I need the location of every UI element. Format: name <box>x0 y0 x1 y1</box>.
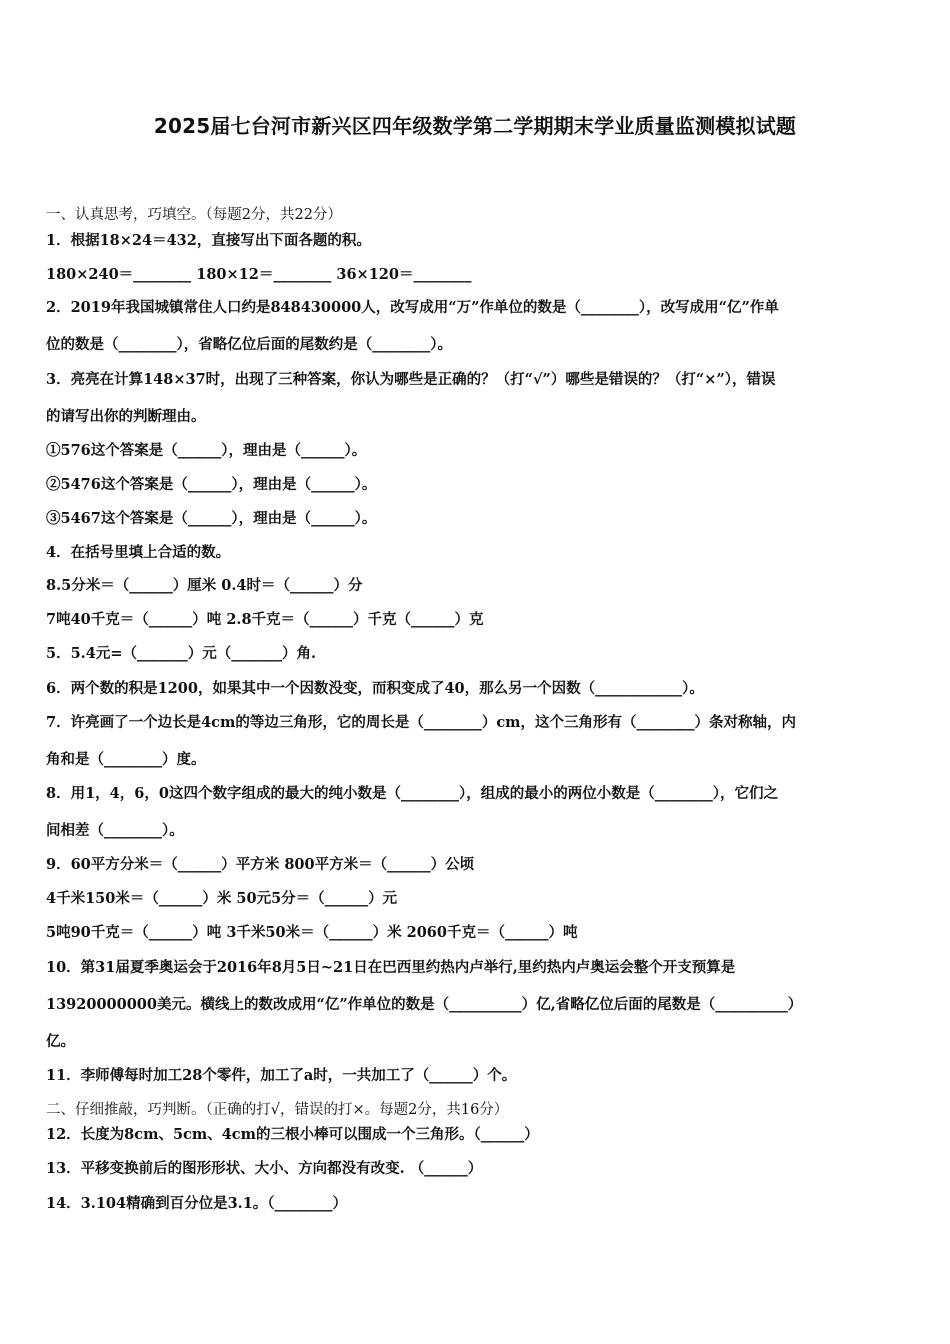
question-line: 12．长度为8cm、5cm、4cm的三根小棒可以围成一个三角形。（______） <box>46 1126 539 1143</box>
page-title: 2025届七台河市新兴区四年级数学第二学期期末学业质量监测模拟试题 <box>153 114 797 138</box>
section-heading-1: 一、认真思考，巧填空。（每题2分，共22分） <box>46 207 342 223</box>
question-line: 7吨40千克＝（______）吨 2.8千克＝（______）千克（______）克 <box>46 611 484 628</box>
question-line: 2．2019年我国城镇常住人口约是848430000人，改写成用“万”作单位的数是（________），改写成用“亿”作单 <box>46 299 779 316</box>
question-line: 4．在括号里填上合适的数。 <box>46 544 231 561</box>
question-line: ①576这个答案是（______），理由是（______）。 <box>46 442 367 459</box>
question-line: 亿。 <box>46 1033 75 1050</box>
question-line: 5．5.4元=（_______）元（_______）角. <box>46 645 317 662</box>
question-line: 13．平移变换前后的图形形状、大小、方向都没有改变. （______） <box>46 1160 483 1177</box>
question-line: 11．李师傅每时加工28个零件，加工了a时，一共加工了（______）个。 <box>46 1067 517 1084</box>
question-line: 位的数是（________），省略亿位后面的尾数约是（________）。 <box>46 336 452 353</box>
question-line: 14．3.104精确到百分位是3.1。（________） <box>46 1195 348 1212</box>
question-line: 的请写出你的判断理由。 <box>46 408 206 425</box>
question-line: 180×240＝________ 180×12＝________ 36×120＝________ <box>46 266 472 283</box>
question-line: 13920000000美元。横线上的数改成用“亿”作单位的数是（__________）亿,省略亿位后面的尾数是（__________） <box>46 996 803 1013</box>
question-line: 角和是（________）度。 <box>46 751 206 768</box>
question-line: 5吨90千克＝（______）吨 3千米50米＝（______）米 2060千克＝（______）吨 <box>46 924 578 941</box>
question-line: 间相差（________）。 <box>46 822 184 839</box>
question-line: ②5476这个答案是（______），理由是（______）。 <box>46 476 377 493</box>
question-line: 8．用1，4，6，0这四个数字组成的最大的纯小数是（________），组成的最小的两位小数是（________），它们之 <box>46 785 778 802</box>
question-line: 10．第31届夏季奥运会于2016年8月5日~21日在巴西里约热内卢举行,里约热内卢奥运会整个开支预算是 <box>46 959 736 976</box>
question-line: 8.5分米＝（______）厘米 0.4时＝（______）分 <box>46 577 363 594</box>
question-line: 3．亮亮在计算148×37时，出现了三种答案，你认为哪些是正确的？（打“√”）哪些是错误的？（打“×”），错误 <box>46 371 776 388</box>
question-line: 9．60平方分米＝（______）平方米 800平方米＝（______）公顷 <box>46 856 475 873</box>
section-heading-2: 二、仔细推敲，巧判断。（正确的打√，错误的打×。每题2分，共16分） <box>46 1102 509 1118</box>
question-line: 1．根据18×24＝432，直接写出下面各题的积。 <box>46 232 371 249</box>
question-line: 4千米150米＝（______）米 50元5分＝（______）元 <box>46 890 398 907</box>
question-line: ③5467这个答案是（______），理由是（______）。 <box>46 510 377 527</box>
question-line: 6．两个数的积是1200，如果其中一个因数没变，而积变成了40，那么另一个因数（____________）。 <box>46 680 704 697</box>
question-line: 7．许亮画了一个边长是4cm的等边三角形，它的周长是（________）cm，这个三角形有（________）条对称轴，内 <box>46 714 797 731</box>
